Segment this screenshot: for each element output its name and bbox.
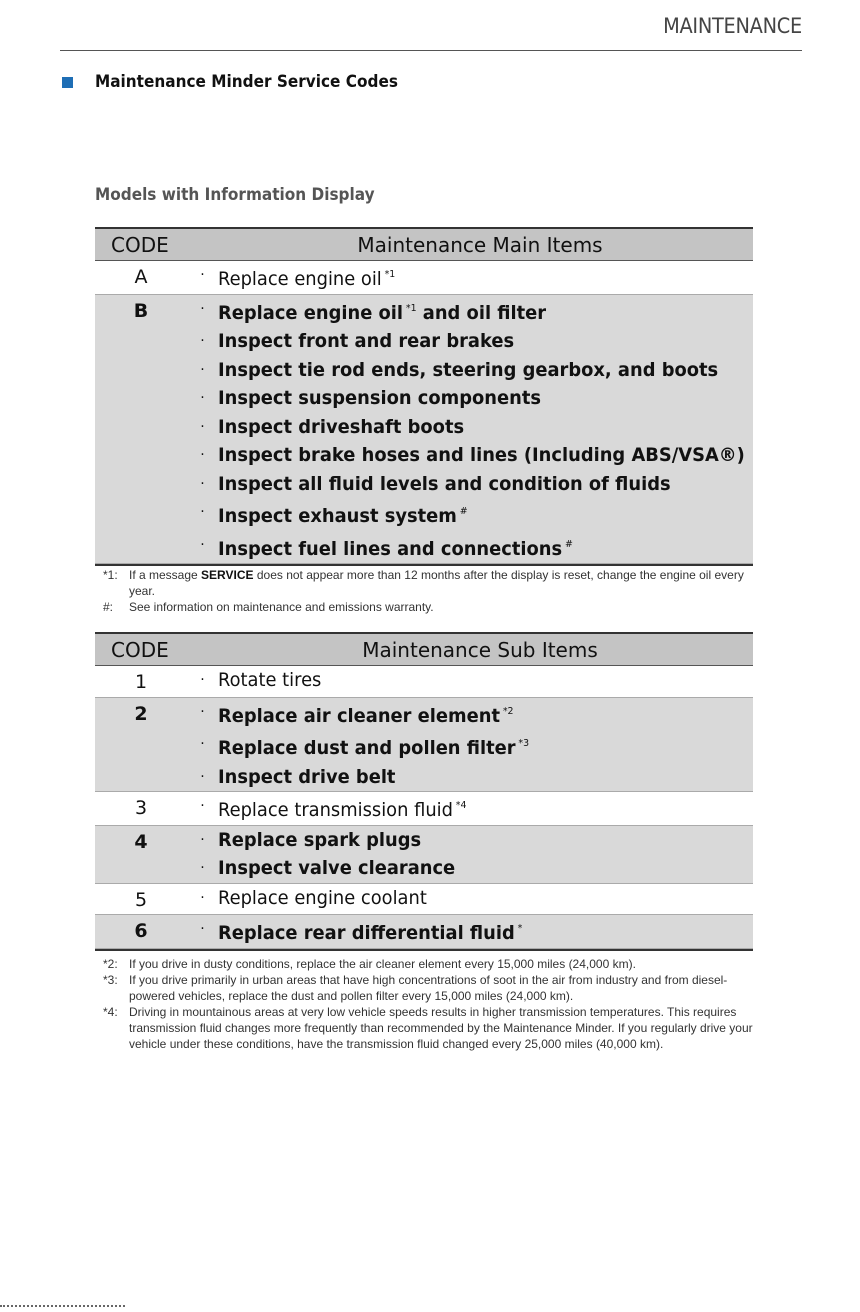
item-text: Inspect drive belt — [218, 765, 396, 788]
table-row — [95, 792, 753, 826]
item-text: Replace air cleaner element $^{*2}$ — [218, 704, 514, 727]
bullet-icon: · — [200, 768, 205, 785]
footnote-mark: *3: — [103, 973, 118, 987]
table-body — [95, 666, 753, 949]
footnote-mark: *2: — [103, 957, 118, 971]
bullet-icon: · — [200, 536, 205, 553]
list-item — [187, 531, 778, 564]
row-items — [187, 698, 753, 792]
list-item — [187, 327, 778, 356]
bullet-icon: · — [200, 504, 205, 520]
footnote-ref: *2 — [502, 705, 514, 717]
footnote-ref: * — [517, 923, 523, 934]
footnote-ref: *4 — [455, 800, 467, 811]
list-item — [187, 295, 778, 328]
bullet-icon: · — [200, 390, 205, 406]
item-text: Inspect exhaust system # — [218, 505, 468, 527]
bullet-icon: · — [200, 703, 205, 720]
item-text: Replace engine oil $^{*1}$ and oil filter — [218, 301, 547, 324]
item-text: Replace transmission fluid $^{*4}$ — [218, 799, 467, 821]
footnote-text: Driving in mountainous areas at very low vehicle speeds results in higher transmission temperatures. This requires transmission fluid changes more frequently than recommended by the Maintenance Minder. If you regularly drive your vehicle under these conditions, have the transmission fluid changed every 25,000 miles (40,000 km). — [129, 1005, 753, 1051]
list-item — [187, 730, 753, 763]
section-square-icon — [62, 77, 73, 88]
item-text: Replace engine coolant — [218, 886, 427, 909]
row-items — [187, 915, 753, 948]
page-edge-marks — [0, 1305, 125, 1310]
subheading: Models with Information Display — [95, 185, 375, 205]
table-row — [95, 295, 753, 565]
footnote-ref: # — [564, 538, 573, 550]
footnote-ref: *1 — [405, 302, 417, 314]
service-message-word: SERVICE — [201, 568, 254, 582]
item-text: Replace engine oil $^{*1}$ — [218, 268, 396, 290]
list-item — [187, 854, 753, 883]
footnote-mark: *4: — [103, 1005, 118, 1019]
bullet-icon: · — [200, 418, 205, 435]
column-header-items: Maintenance Main Items — [357, 232, 603, 257]
bullet-icon: · — [200, 447, 205, 463]
table-row — [95, 884, 753, 916]
bullet-icon: · — [200, 267, 205, 283]
item-text: Replace spark plugs — [218, 828, 422, 851]
item-text: Inspect valve clearance — [218, 857, 456, 879]
footnote — [103, 972, 763, 1004]
list-item — [187, 698, 753, 731]
section-title: Maintenance Minder Service Codes — [95, 72, 398, 92]
row-code: A — [134, 266, 148, 288]
bullet-icon: · — [200, 736, 205, 752]
footnote-text: See information on maintenance and emissions warranty. — [129, 600, 434, 614]
row-items — [187, 261, 753, 294]
bullet-icon: · — [200, 860, 205, 876]
item-text: Inspect all fluid levels and condition of fluids — [218, 472, 671, 495]
page-header-title: MAINTENANCE — [663, 14, 802, 38]
item-text: Inspect fuel lines and connections # — [218, 537, 573, 560]
item-text: Inspect tie rod ends, steering gearbox, and boots — [218, 358, 719, 381]
footnote-mark: *1: — [103, 568, 118, 582]
list-item — [187, 441, 778, 470]
list-item — [187, 261, 753, 294]
main-items-table — [95, 227, 753, 566]
table-row — [95, 666, 753, 698]
item-text: Replace rear differential fluid * — [218, 922, 523, 944]
item-text: Inspect brake hoses and lines (Including ABS/VSA®) — [218, 444, 745, 466]
list-item — [187, 792, 753, 825]
table-row — [95, 915, 753, 949]
footnote — [103, 599, 763, 615]
table-bottom-rule — [95, 949, 753, 951]
footnote-ref: # — [459, 506, 468, 517]
row-code: 5 — [134, 888, 148, 911]
table-body — [95, 261, 753, 564]
bullet-icon: · — [200, 333, 205, 349]
main-table-footnotes — [103, 567, 763, 615]
row-items — [187, 295, 778, 564]
table-header — [95, 632, 753, 666]
list-item — [187, 356, 778, 385]
list-item — [187, 498, 778, 531]
table-header — [95, 227, 753, 261]
list-item — [187, 884, 753, 913]
bullet-icon: · — [200, 831, 205, 848]
footnote — [103, 956, 763, 972]
footnote — [103, 567, 763, 599]
column-header-items: Maintenance Sub Items — [362, 637, 598, 662]
footnote-text: If you drive primarily in urban areas that have high concentrations of soot in the air from industry and from diesel-powered vehicles, replace the dust and pollen filter every 15,000 miles (24,000 km). — [129, 973, 728, 1003]
table-row — [95, 261, 753, 295]
column-header-code: CODE — [111, 637, 169, 662]
item-text: Inspect driveshaft boots — [218, 415, 465, 438]
footnote-ref: *3 — [518, 738, 530, 749]
row-items — [187, 884, 753, 915]
item-text: Replace dust and pollen filter $^{*3}$ — [218, 737, 530, 759]
item-text: Rotate tires — [218, 669, 322, 691]
row-code: 6 — [134, 920, 148, 942]
section-heading — [62, 72, 432, 92]
footnote-mark: #: — [103, 600, 114, 614]
bullet-icon: · — [200, 672, 205, 688]
bullet-icon: · — [200, 921, 205, 937]
footnote — [103, 1004, 763, 1052]
bullet-icon: · — [200, 798, 205, 814]
footnote-ref: *1 — [384, 269, 396, 280]
row-items — [187, 666, 753, 697]
row-code: 1 — [134, 671, 148, 693]
row-items — [187, 826, 753, 883]
row-items — [187, 792, 753, 825]
item-text: Inspect suspension components — [218, 387, 542, 409]
bullet-icon: · — [200, 889, 205, 906]
item-text: Inspect front and rear brakes — [218, 330, 515, 352]
list-item — [187, 413, 778, 442]
list-item — [187, 470, 778, 499]
list-item — [187, 826, 753, 855]
list-item — [187, 915, 753, 948]
bullet-icon: · — [200, 475, 205, 492]
table-bottom-rule — [95, 564, 753, 566]
sub-items-table — [95, 632, 753, 951]
bullet-icon: · — [200, 300, 205, 317]
row-code: B — [133, 299, 149, 322]
list-item — [187, 666, 753, 695]
sub-table-footnotes — [103, 956, 763, 1052]
table-row — [95, 826, 753, 884]
list-item — [187, 763, 753, 792]
footnote-text: If a message SERVICE does not appear more than 12 months after the display is reset, change the engine oil every year. — [129, 568, 744, 598]
bullet-icon: · — [200, 361, 205, 378]
list-item — [187, 384, 778, 413]
row-code: 3 — [134, 797, 148, 819]
header-divider — [60, 50, 802, 51]
column-header-code: CODE — [111, 232, 169, 257]
footnote-text: If you drive in dusty conditions, replace the air cleaner element every 15,000 miles (24,000 km). — [129, 957, 636, 971]
row-code: 2 — [134, 702, 148, 725]
table-row — [95, 698, 753, 793]
row-code: 4 — [134, 830, 148, 853]
